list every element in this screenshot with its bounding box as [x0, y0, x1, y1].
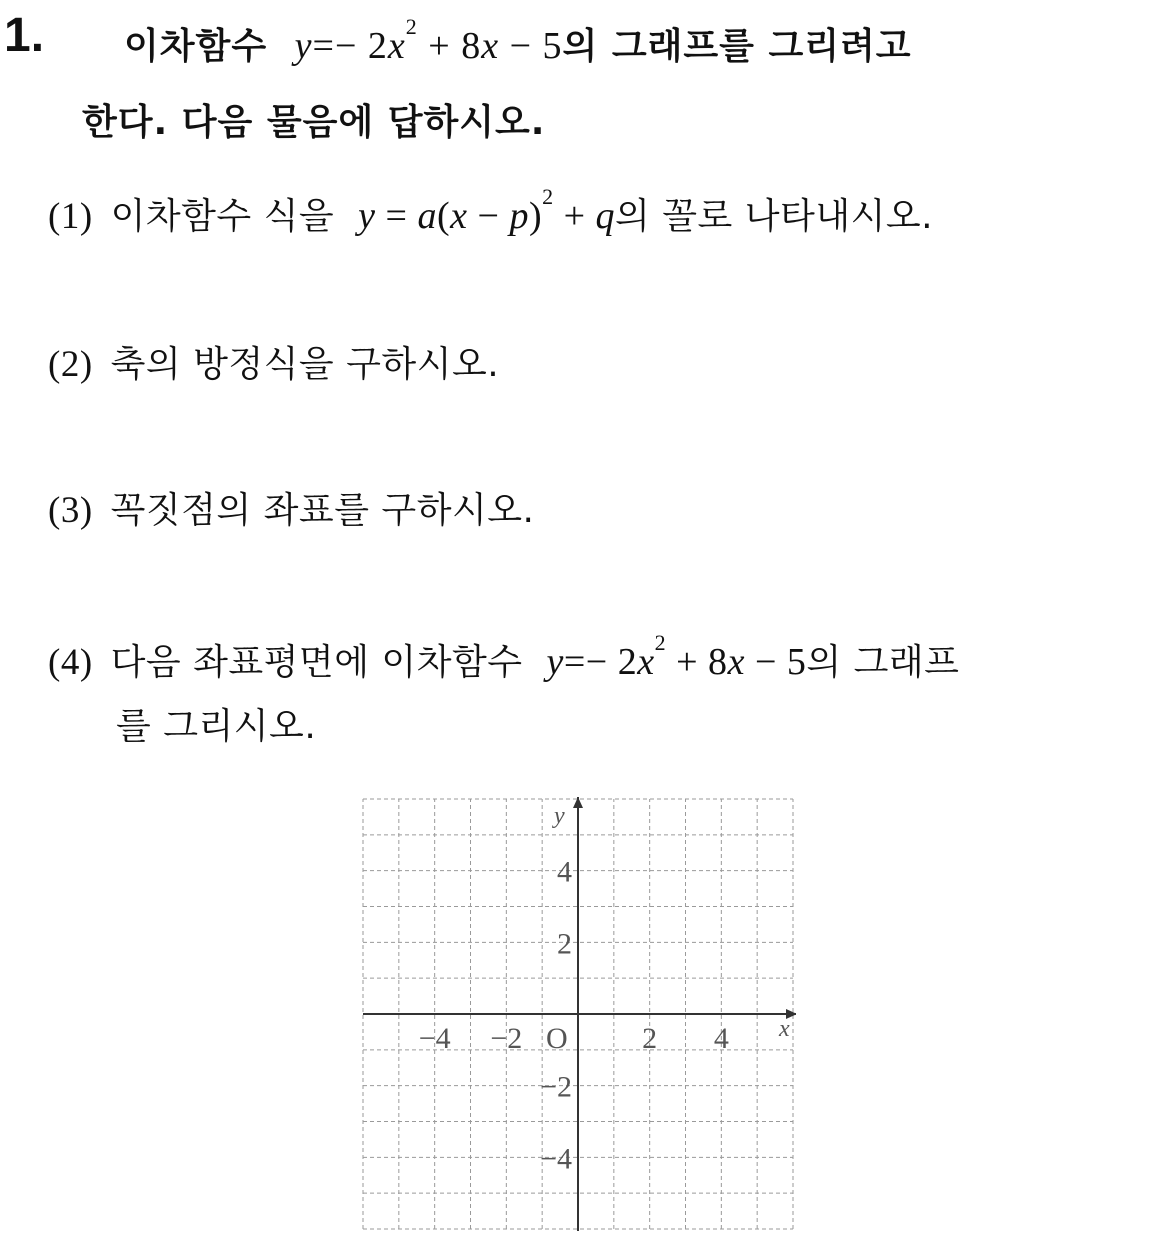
subquestion-3: [48, 482, 534, 533]
subquestion-label: (4): [48, 642, 93, 683]
problem-number: 1.: [4, 9, 45, 62]
subquestion-1: [48, 184, 934, 239]
y-axis-label: y: [554, 803, 565, 829]
subquestion-label: (3): [48, 490, 93, 531]
subquestion-label: (1): [48, 196, 93, 237]
y-tick-label: 2: [557, 927, 572, 961]
subquestion-text: 다음 좌표평면에 이차함수: [110, 642, 523, 683]
stem-prefix: 이차함수: [124, 26, 268, 67]
x-tick-label: −4: [418, 1022, 451, 1055]
subquestion-text: 이차함수 식을: [110, 196, 335, 237]
origin-label: O: [546, 1022, 568, 1055]
subquestion-text: 꼭짓점의 좌표를 구하시오.: [110, 490, 535, 531]
vertex-form-expression: $y = a(x - p)^2 + q$: [358, 184, 616, 237]
function-expression: $y=- 2x^2 + 8x - 5$: [546, 630, 807, 683]
x-tick-label: −2: [490, 1022, 523, 1055]
axes: [363, 797, 796, 1231]
stem-suffix: 의 그래프를 그리려고: [562, 26, 912, 67]
function-expression: $y=- 2x^2 + 8x - 5$: [294, 14, 563, 67]
subquestion-4: [48, 630, 960, 685]
tick-labels: [419, 803, 790, 1175]
subquestion-2: [48, 336, 499, 387]
problem-stem-line2: 한다. 다음 물음에 답하시오.: [82, 102, 546, 143]
y-tick-label: −2: [540, 1070, 572, 1104]
subquestion-text-suffix: 의 그래프: [806, 642, 960, 683]
coordinate-plane[interactable]: [360, 796, 796, 1232]
subquestion-text-suffix: 의 꼴로 나타내시오.: [615, 196, 934, 237]
y-tick-label: −4: [540, 1142, 572, 1176]
subquestion-text: 축의 방정식을 구하시오.: [110, 344, 500, 385]
y-tick-label: 4: [557, 855, 572, 889]
x-tick-label: 4: [713, 1022, 729, 1055]
x-tick-label: 2: [642, 1022, 658, 1055]
subquestion-label: (2): [48, 344, 93, 385]
x-axis-label: x: [779, 1016, 790, 1042]
subquestion-4-line2: 를 그리시오.: [116, 706, 317, 747]
problem-stem-line1: [124, 14, 912, 69]
